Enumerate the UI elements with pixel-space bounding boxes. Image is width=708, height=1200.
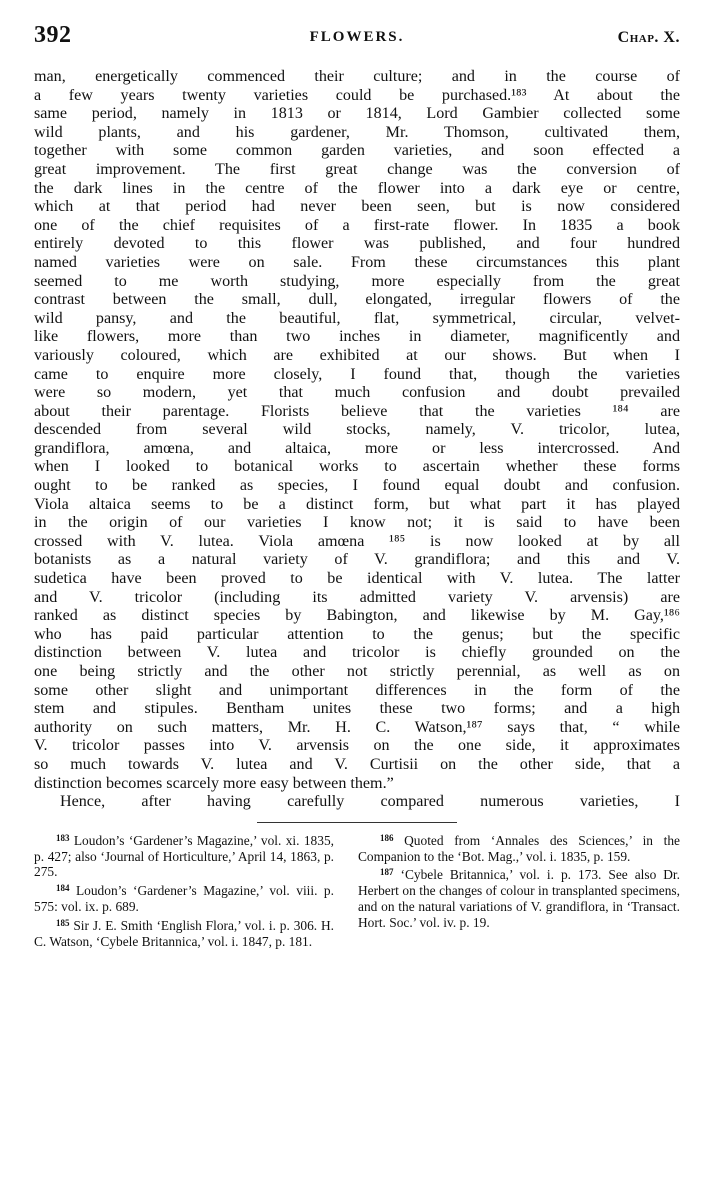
text-line: grandiflora, amœna, and altaica, more or less intercrossed. And xyxy=(34,439,680,457)
text-line: when I looked to botanical works to ascertain whether these forms xyxy=(34,458,680,476)
text-line: were so modern, yet that much confusion and doubt prevailed xyxy=(34,384,680,402)
text-line: descended from several wild stocks, namely, V. tricolor, lutea, xyxy=(34,421,680,439)
text-line: the dark lines in the centre of the flower into a dark eye or centre, xyxy=(34,179,680,197)
text-line: so much towards V. lutea and V. Curtisii on the other side, that a xyxy=(34,755,680,773)
footnote-184 xyxy=(34,881,334,915)
text-line: entirely devoted to this flower was published, and four hundred xyxy=(34,235,680,253)
text-line: great improvement. The first great change was the conversion of xyxy=(34,160,680,178)
text-line: some other slight and unimportant differences in the form of the xyxy=(34,681,680,699)
text-line: together with some common garden varieties, and soon effected a xyxy=(34,142,680,160)
text-line: distinction becomes scarcely more easy between them.” xyxy=(34,774,394,792)
text-line: contrast between the small, dull, elongated, irregular flowers of the xyxy=(34,291,680,309)
footnote-text: Loudon’s ‘Gardener’s Magazine,’ vol. viii. p. 575: vol. ix. p. 689. xyxy=(34,883,334,914)
text-line: wild plants, and his gardener, Mr. Thomson, cultivated them, xyxy=(34,123,680,141)
running-title: FLOWERS. xyxy=(309,29,405,45)
footnote-183 xyxy=(34,831,334,880)
footnote-number: 185 xyxy=(56,917,70,928)
text-line: distinction between V. lutea and tricolor is chiefly grounded on the xyxy=(34,644,680,662)
text-line: stem and stipules. Bentham unites these two forms; and a high xyxy=(34,700,680,718)
text-line: Hence, after having carefully compared numerous varieties, I xyxy=(60,793,680,811)
footnote-number: 187 xyxy=(380,867,394,878)
footnote-divider xyxy=(257,822,457,823)
text-line: and V. tricolor (including its admitted variety V. arvensis) are xyxy=(34,588,680,606)
text-line: V. tricolor passes into V. arvensis on the one side, it approximates xyxy=(34,737,680,755)
footnote-187 xyxy=(358,865,680,930)
footnote-number: 183 xyxy=(56,832,70,843)
footnote-text: Quoted from ‘Annales des Sciences,’ in the Companion to the ‘Bot. Mag.,’ vol. i. 1835, p. 159. xyxy=(358,832,680,864)
text-line: about their parentage. Florists believe that the varieties ¹⁸⁴ are xyxy=(34,402,680,420)
text-line: ranked as distinct species by Babington, and likewise by M. Gay,¹⁸⁶ xyxy=(34,607,680,625)
footnotes-left-column xyxy=(34,831,334,951)
text-line: same period, namely in 1813 or 1814, Lord Gambier collected some xyxy=(34,105,680,123)
text-line: who has paid particular attention to the genus; but the specific xyxy=(34,625,680,643)
book-page xyxy=(34,22,680,950)
footnote-number: 186 xyxy=(380,832,394,843)
footnote-text: ‘Cybele Britannica,’ vol. i. p. 173. See also Dr. Herbert on the changes of colour in transplanted specimens, and on the natural variations of V. grandiflora, in ‘Transact. Hort. Soc.’ vol. iv. p. 19. xyxy=(358,867,680,930)
text-line: a few years twenty varieties could be purchased.¹⁸³ At about the xyxy=(34,86,680,104)
footnotes-right-column xyxy=(358,831,680,951)
text-line: seemed to me worth studying, more especially from the great xyxy=(34,272,680,290)
text-line: variously coloured, which are exhibited at our shows. But when I xyxy=(34,346,680,364)
page-header xyxy=(34,22,680,56)
text-line: named varieties were on sale. From these circumstances this plant xyxy=(34,253,680,271)
footnote-number: 184 xyxy=(56,883,70,894)
text-line: like flowers, more than two inches in diameter, magnificently and xyxy=(34,328,680,346)
text-line: one of the chief requisites of a first-rate flower. In 1835 a book xyxy=(34,216,680,234)
text-line: crossed with V. lutea. Viola amœna ¹⁸⁵ is now looked at by all xyxy=(34,532,680,550)
footnote-text: Loudon’s ‘Gardener’s Magazine,’ vol. xi. 1835, p. 427; also ‘Journal of Horticulture,’ April 14, 1863, p. 275. xyxy=(34,832,334,880)
footnote-186 xyxy=(358,831,680,865)
chapter-label: Chap. X. xyxy=(617,29,680,46)
text-line: in the origin of our varieties I know not; it is said to have been xyxy=(34,514,680,532)
text-line: came to enquire more closely, I found that, though the varieties xyxy=(34,365,680,383)
body-text xyxy=(34,68,680,812)
text-line: sudetica have been proved to be identical with V. lutea. The latter xyxy=(34,570,680,588)
text-line: wild pansy, and the beautiful, flat, symmetrical, circular, velvet- xyxy=(34,309,680,327)
text-line: authority on such matters, Mr. H. C. Watson,¹⁸⁷ says that, “ while xyxy=(34,718,680,736)
footnote-text: Sir J. E. Smith ‘English Flora,’ vol. i. p. 306. H. C. Watson, ‘Cybele Britannica,’ vol. i. 1847, p. 181. xyxy=(34,917,334,949)
page-number: 392 xyxy=(34,22,72,48)
text-line: man, energetically commenced their culture; and in the course of xyxy=(34,68,680,85)
text-line: botanists as a natural variety of V. grandiflora; and this and V. xyxy=(34,551,680,569)
footnote-185 xyxy=(34,916,334,950)
footnotes xyxy=(34,831,680,951)
text-line: which at that period had never been seen, but is now considered xyxy=(34,198,680,216)
text-line: Viola altaica seems to be a distinct form, but what part it has played xyxy=(34,495,680,513)
text-line: ought to be ranked as species, I found equal doubt and confusion. xyxy=(34,477,680,495)
text-line: one being strictly and the other not strictly perennial, as well as on xyxy=(34,663,680,680)
